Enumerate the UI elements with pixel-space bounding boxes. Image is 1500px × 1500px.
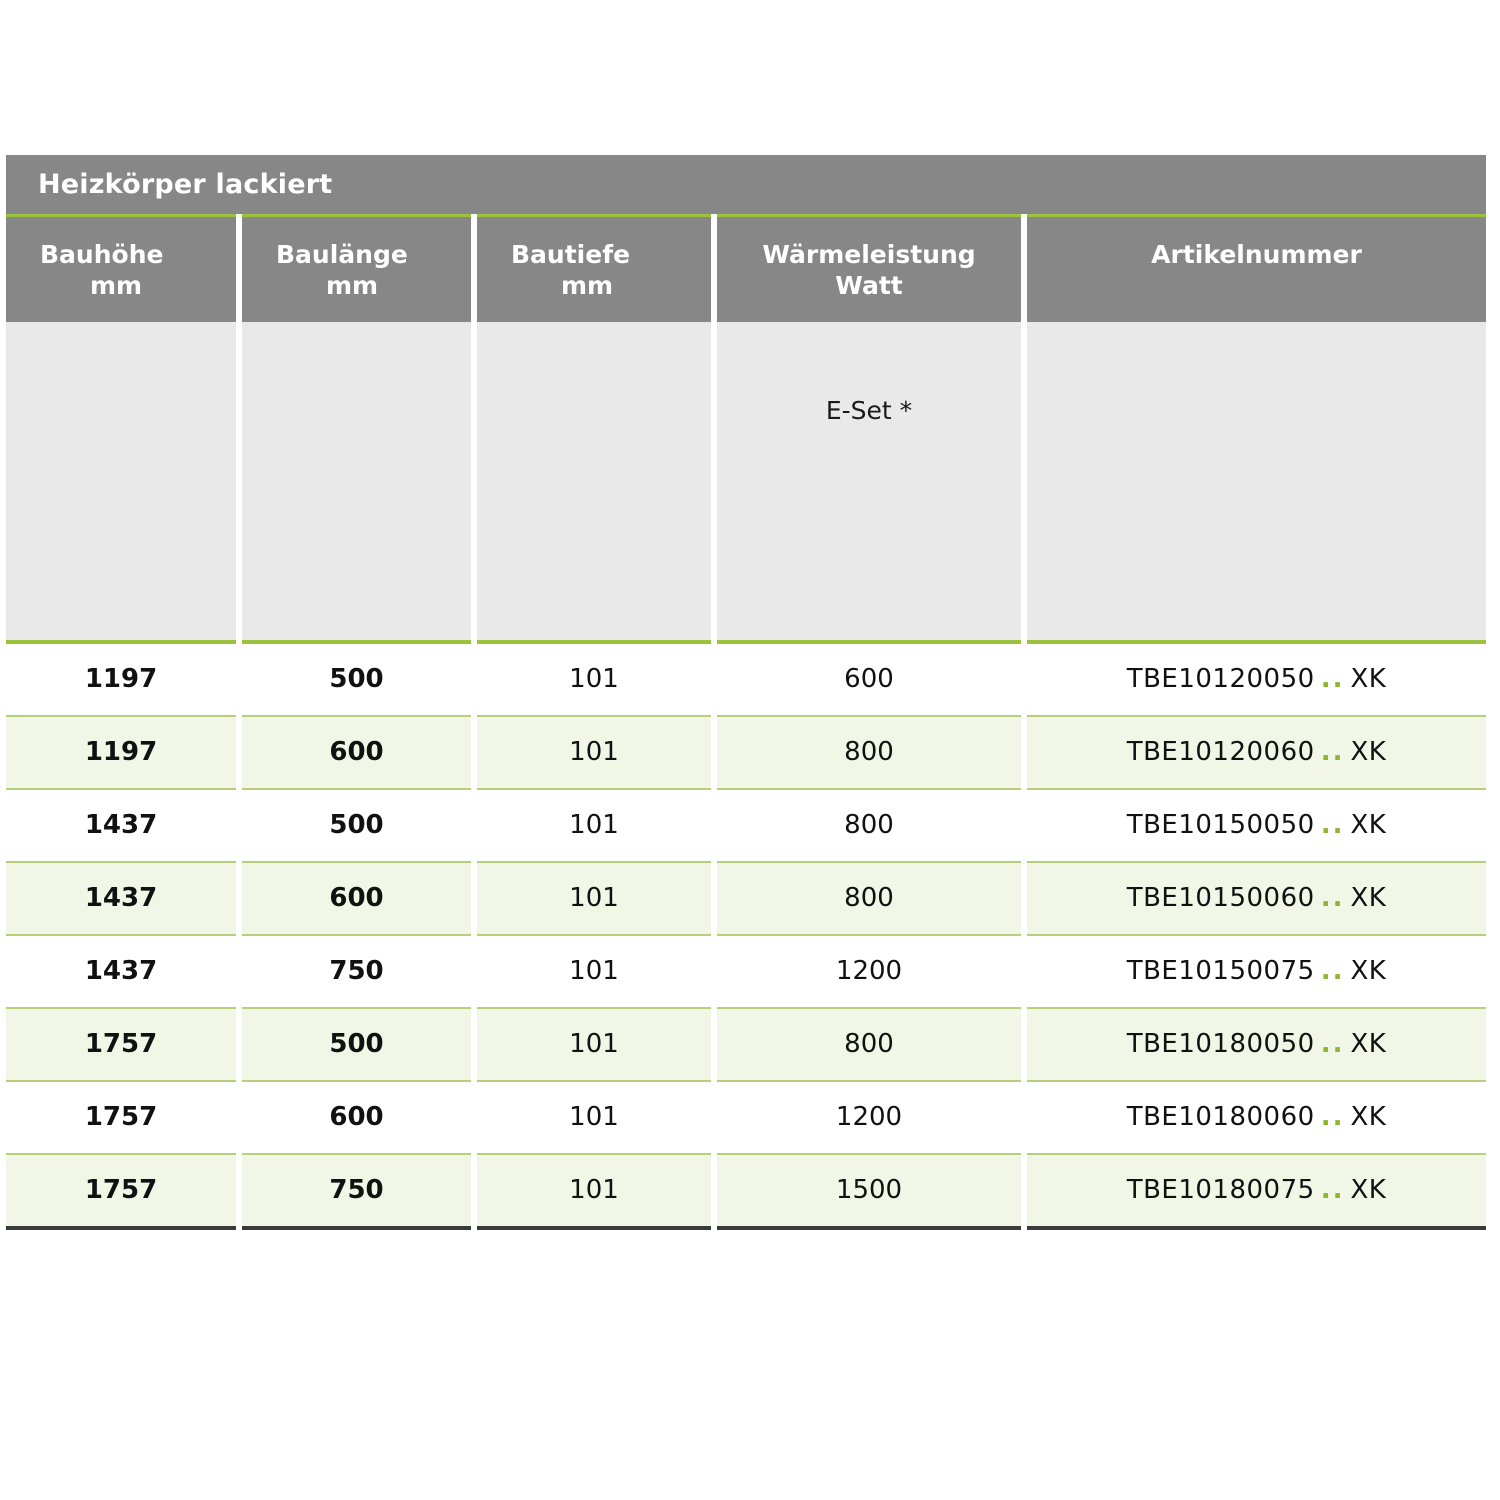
art-dots: .. (1320, 1029, 1345, 1059)
art-dots: .. (1320, 1102, 1345, 1132)
cell-artikelnummer (1024, 789, 1486, 862)
cell-bauhoehe: 1757 (6, 1081, 239, 1154)
art-suffix: XK (1350, 1102, 1387, 1132)
table-row (6, 642, 1486, 716)
table-row (6, 1008, 1486, 1081)
table-row (6, 716, 1486, 789)
cell-baulaenge: 500 (239, 789, 474, 862)
art-prefix: TBE10150075 (1126, 956, 1315, 986)
cell-watt: 1200 (714, 1081, 1024, 1154)
table-row (6, 1081, 1486, 1154)
table-title: Heizkörper lackiert (6, 155, 1486, 216)
art-dots: .. (1320, 883, 1345, 913)
cell-baulaenge: 750 (239, 935, 474, 1008)
cell-watt: 800 (714, 1008, 1024, 1081)
cell-baulaenge: 600 (239, 862, 474, 935)
column-header-bauhoehe (6, 216, 239, 322)
art-prefix: TBE10180050 (1126, 1029, 1315, 1059)
eset-label: E-Set * (825, 395, 913, 425)
column-header-bauhoehe-unit: mm (90, 271, 143, 301)
column-header-artikelnummer (1024, 216, 1486, 322)
art-prefix: TBE10150050 (1126, 810, 1315, 840)
cell-baulaenge: 600 (239, 1081, 474, 1154)
cell-artikelnummer (1024, 716, 1486, 789)
cell-bautiefe: 101 (474, 716, 714, 789)
spec-table (6, 155, 1486, 1230)
cell-watt: 800 (714, 716, 1024, 789)
column-header-bauhoehe-label: Bauhöhe (40, 240, 164, 269)
cell-bauhoehe: 1757 (6, 1154, 239, 1228)
cell-artikelnummer (1024, 862, 1486, 935)
eset-row (6, 322, 1486, 642)
art-dots: .. (1320, 956, 1345, 986)
cell-bautiefe: 101 (474, 1008, 714, 1081)
cell-bautiefe: 101 (474, 935, 714, 1008)
column-header-baulaenge-label: Baulänge (276, 240, 408, 269)
cell-watt: 800 (714, 789, 1024, 862)
eset-cell-artikelnummer (1024, 322, 1486, 642)
art-suffix: XK (1350, 737, 1387, 767)
table-row (6, 862, 1486, 935)
art-suffix: XK (1350, 956, 1387, 986)
art-suffix: XK (1350, 810, 1387, 840)
art-dots: .. (1320, 664, 1345, 694)
cell-artikelnummer (1024, 1154, 1486, 1228)
table-row (6, 789, 1486, 862)
table-head (6, 155, 1486, 322)
column-header-waermeleistung-label: Wärmeleistung (762, 240, 976, 269)
cell-baulaenge: 500 (239, 1008, 474, 1081)
art-suffix: XK (1350, 1029, 1387, 1059)
column-header-waermeleistung-unit: Watt (835, 271, 903, 301)
art-prefix: TBE10150060 (1126, 883, 1315, 913)
cell-artikelnummer (1024, 642, 1486, 716)
eset-cell-bautiefe (474, 322, 714, 642)
column-header-waermeleistung (714, 216, 1024, 322)
column-header-bautiefe-unit: mm (561, 271, 614, 301)
cell-watt: 600 (714, 642, 1024, 716)
cell-watt: 800 (714, 862, 1024, 935)
column-header-baulaenge-unit: mm (326, 271, 379, 301)
column-header-baulaenge (239, 216, 474, 322)
cell-bautiefe: 101 (474, 1081, 714, 1154)
table-header-row (6, 216, 1486, 322)
eset-cell-baulaenge (239, 322, 474, 642)
cell-artikelnummer (1024, 1008, 1486, 1081)
cell-bauhoehe: 1197 (6, 642, 239, 716)
eset-cell-waermeleistung (714, 322, 1024, 642)
cell-bauhoehe: 1757 (6, 1008, 239, 1081)
art-dots: .. (1320, 1175, 1345, 1205)
cell-baulaenge: 600 (239, 716, 474, 789)
cell-watt: 1500 (714, 1154, 1024, 1228)
art-prefix: TBE10120060 (1126, 737, 1315, 767)
spec-table-wrapper (6, 155, 1486, 1230)
column-header-bautiefe (474, 216, 714, 322)
cell-watt: 1200 (714, 935, 1024, 1008)
table-row (6, 1154, 1486, 1228)
column-header-bautiefe-label: Bautiefe (511, 240, 631, 269)
table-eset-band (6, 322, 1486, 642)
cell-artikelnummer (1024, 935, 1486, 1008)
table-title-row (6, 155, 1486, 216)
art-suffix: XK (1350, 664, 1387, 694)
cell-bauhoehe: 1197 (6, 716, 239, 789)
column-header-artikelnummer-label: Artikelnummer (1151, 240, 1362, 269)
cell-baulaenge: 500 (239, 642, 474, 716)
art-prefix: TBE10120050 (1126, 664, 1315, 694)
cell-bauhoehe: 1437 (6, 862, 239, 935)
cell-baulaenge: 750 (239, 1154, 474, 1228)
art-suffix: XK (1350, 883, 1387, 913)
cell-bauhoehe: 1437 (6, 935, 239, 1008)
art-dots: .. (1320, 810, 1345, 840)
cell-bautiefe: 101 (474, 862, 714, 935)
art-prefix: TBE10180060 (1126, 1102, 1315, 1132)
cell-bautiefe: 101 (474, 789, 714, 862)
art-prefix: TBE10180075 (1126, 1175, 1315, 1205)
art-dots: .. (1320, 737, 1345, 767)
cell-bautiefe: 101 (474, 642, 714, 716)
eset-cell-bauhoehe (6, 322, 239, 642)
table-body (6, 642, 1486, 1228)
table-row (6, 935, 1486, 1008)
cell-bautiefe: 101 (474, 1154, 714, 1228)
cell-bauhoehe: 1437 (6, 789, 239, 862)
art-suffix: XK (1350, 1175, 1387, 1205)
cell-artikelnummer (1024, 1081, 1486, 1154)
